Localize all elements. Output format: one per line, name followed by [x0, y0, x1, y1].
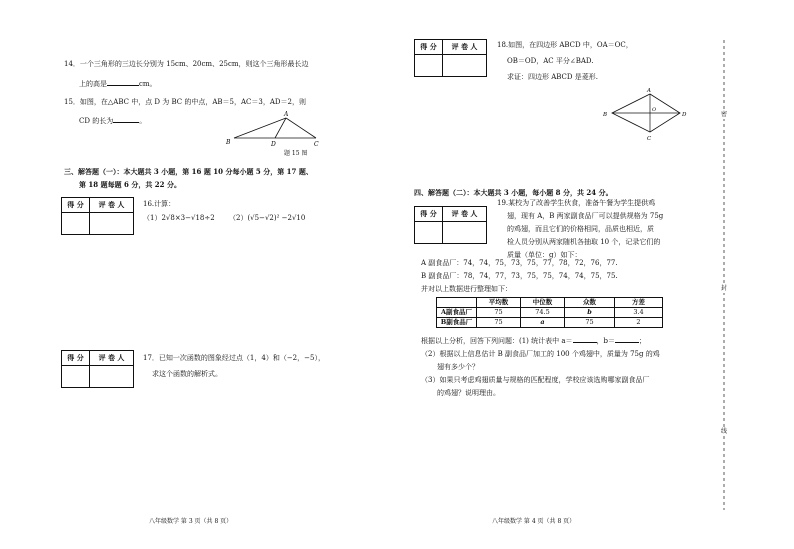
- stats-cell: A副食品厂: [437, 308, 477, 318]
- score-label: 得 分: [415, 207, 443, 222]
- q19-q3-line1: （3）如果只考虑鸡翅质量与规格的匹配程度，学校应该选购哪家副食品厂: [421, 376, 650, 384]
- stats-header: 众数: [565, 298, 615, 308]
- stats-header: 中位数: [521, 298, 565, 308]
- left-page-footer: 八年级数学 第 3 页（共 8 页）: [149, 518, 233, 525]
- binding-char-feng: 封: [721, 285, 728, 292]
- score-label: 得 分: [415, 40, 443, 55]
- section3-heading-line2: 第 18 题每题 6 分，共 22 分。: [79, 180, 181, 189]
- q16-part1: （1）2√8×3−√18÷2: [143, 214, 215, 222]
- table-row: [437, 318, 663, 328]
- stats-header: 方差: [615, 298, 663, 308]
- q14-line2: 上的高是 cm。: [79, 80, 157, 88]
- q18-line3: 求证：四边形 ABCD 是菱形.: [507, 73, 598, 81]
- q15-answer-blank[interactable]: [113, 122, 139, 123]
- score-cell[interactable]: [415, 222, 443, 244]
- q18-line2: OB＝OD，AC 平分∠BAD.: [507, 57, 594, 65]
- q19-line-1: 翅，现有 A，B 两家副食品厂可以提供规格为 75g: [507, 212, 664, 220]
- binding-char-xian: 线: [721, 428, 728, 435]
- q18-label-b: B: [603, 112, 608, 118]
- stats-cell: 75: [565, 318, 615, 328]
- score-label: 得 分: [62, 198, 90, 213]
- grader-label: 评 卷 人: [90, 198, 134, 213]
- stats-cell: 74.5: [521, 308, 565, 318]
- q19-q2-line1: （2）根据以上信息估计 B 副食品厂加工的 100 个鸡翅中，质量为 75g 的鸡: [421, 350, 660, 358]
- q15-line2: CD 的长为 。: [79, 117, 147, 125]
- q19-q3-line2: 的鸡翅？说明理由。: [437, 389, 500, 397]
- section3-heading-line1: 三、解答题（一）：本大题共 3 小题，第 16 题 10 分每小题 5 分，第 17 题、: [64, 167, 313, 176]
- q19-a-blank[interactable]: [573, 342, 597, 343]
- q19-q2-line2: 翅有多少个？: [437, 363, 479, 371]
- grader-cell[interactable]: [90, 366, 134, 388]
- q15-label-b: B: [226, 139, 231, 146]
- grader-cell[interactable]: [90, 213, 134, 235]
- q19-line-2: 的鸡翅，而且它们的价格相同，品质也相近，质: [507, 225, 654, 233]
- q16-label: 16.计算：: [143, 200, 176, 208]
- section4-heading: 四、解答题（二）：本大题共 3 小题，每小题 8 分，共 24 分。: [414, 188, 613, 197]
- score-label: 得 分: [62, 351, 90, 366]
- stats-header: 平均数: [477, 298, 521, 308]
- q18-label-a: A: [647, 88, 651, 94]
- q19-line-4: 质量（单位：g）如下：: [507, 251, 582, 259]
- stats-header: [437, 298, 477, 308]
- q19-line-3: 检人员分别从两家随机各抽取 10 个，记录它们的: [507, 238, 661, 246]
- q19-data-a: A 副食品厂：74，74，75，73，75，77，78，72，76，77.: [421, 259, 618, 267]
- score-table-q17: [61, 350, 134, 388]
- binding-char-mi: 密: [721, 111, 728, 118]
- score-table-q18: [414, 39, 487, 77]
- q15-label-d: D: [271, 141, 276, 148]
- table-row: [437, 308, 663, 318]
- q19-data-b: B 副食品厂：78，74，77，73，75，75，74，74，75，75.: [421, 272, 618, 280]
- grader-label: 评 卷 人: [90, 351, 134, 366]
- q19-stats-table: [436, 297, 663, 328]
- q18-line1: 18.如图，在四边形 ABCD 中，OA＝OC，: [497, 41, 633, 49]
- q15-caption: 题 15 图: [284, 150, 308, 157]
- q17-line1: 17．已知一次函数的图象经过点（1，4）和（−2，−5），: [143, 354, 325, 362]
- q15-triangle-figure: [224, 108, 324, 160]
- score-cell[interactable]: [62, 366, 90, 388]
- q18-label-d: D: [682, 112, 687, 118]
- q14-answer-blank[interactable]: [107, 85, 139, 86]
- q18-rhombus-figure: [600, 86, 690, 146]
- q15-label-c: C: [314, 141, 319, 148]
- stats-cell: b: [565, 308, 615, 318]
- q19-b-blank[interactable]: [615, 342, 639, 343]
- q15-line1: 15．如图，在△ABC 中，点 D 为 BC 的中点，AB＝5，AC＝3，AD＝2，则: [64, 98, 306, 106]
- score-table-q16: [61, 197, 134, 235]
- score-cell[interactable]: [62, 213, 90, 235]
- stats-cell: a: [521, 318, 565, 328]
- q19-q1: 根据以上分析，回答下列问题：(1) 统计表中 a＝ ，b＝ ；: [421, 337, 647, 345]
- q18-label-o: O: [652, 107, 657, 113]
- q14-line1: 14．一个三角形的三边长分别为 15cm、20cm、25cm，则这个三角形最长边: [64, 60, 309, 68]
- q18-label-c: C: [647, 136, 652, 142]
- grader-cell[interactable]: [443, 222, 487, 244]
- stats-cell: 2: [615, 318, 663, 328]
- grader-label: 评 卷 人: [443, 207, 487, 222]
- q19-table-intro: 并对以上数据进行整理如下：: [421, 285, 512, 293]
- grader-label: 评 卷 人: [443, 40, 487, 55]
- right-page-footer: 八年级数学 第 4 页（共 8 页）: [492, 518, 576, 525]
- stats-cell: 3.4: [615, 308, 663, 318]
- q17-line2: 求这个函数的解析式。: [152, 370, 222, 378]
- q16-part2: （2）(√5−√2)² −2√10: [229, 214, 306, 222]
- q15-label-a: A: [284, 111, 289, 118]
- stats-cell: B副食品厂: [437, 318, 477, 328]
- score-cell[interactable]: [415, 55, 443, 77]
- q19-line-0: 19.某校为了改善学生伙食，准备午餐为学生提供鸡: [497, 199, 656, 207]
- stats-cell: 75: [477, 308, 521, 318]
- stats-cell: 75: [477, 318, 521, 328]
- score-table-q19: [414, 206, 487, 244]
- grader-cell[interactable]: [443, 55, 487, 77]
